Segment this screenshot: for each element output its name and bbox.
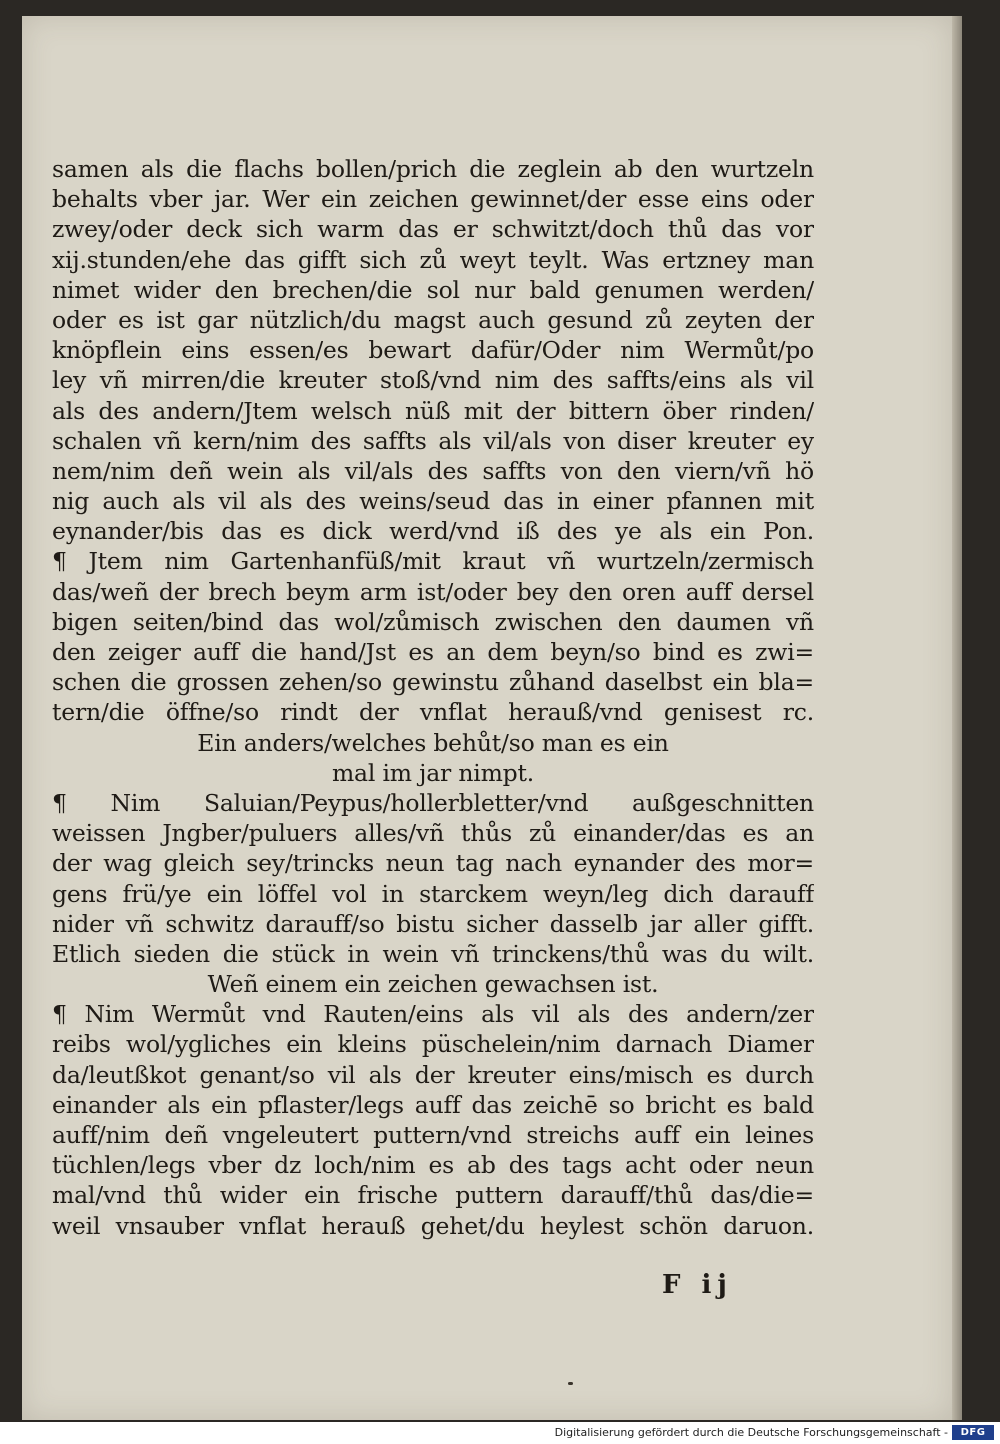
text-line: nimet wider den brechen/die sol nur bald genumen werden/ — [52, 275, 814, 304]
text-line: schalen vñ kern/nim des saffts als vil/als von diser kreuter ey — [52, 426, 814, 455]
text-line: weil vnsauber vnflat herauß gehet/du heylest schön daruon. — [52, 1211, 814, 1240]
book-page — [22, 16, 952, 1420]
text-line: bigen seiten/bind das wol/zůmisch zwischen den daumen vñ — [52, 607, 814, 636]
ink-speck — [568, 1382, 573, 1385]
signature-mark: F ij — [662, 1270, 733, 1300]
text-line: als des andern/Jtem welsch nüß mit der bittern öber rinden/ — [52, 396, 814, 425]
text-line: der wag gleich sey/trincks neun tag nach eynander des mor= — [52, 849, 814, 878]
text-line: das/weñ der brech beym arm ist/oder bey den oren auff dersel — [52, 577, 814, 606]
text-line: ley vñ mirren/die kreuter stoß/vnd nim des saffts/eins als vil — [52, 366, 814, 395]
text-line: auff/nim deñ vngeleutert puttern/vnd streichs auff ein leines — [52, 1121, 814, 1149]
text-line: nider vñ schwitz darauff/so bistu sicher dasselb jar aller gifft. — [52, 909, 814, 938]
text-line: Ein anders/welches behůt/so man es ein — [197, 728, 669, 757]
text-line: ¶ Nim Saluian/Peypus/hollerbletter/vnd außgeschnitten — [52, 788, 814, 817]
text-line: knöpflein eins essen/es bewart dafür/Oder nim Wermůt/po — [52, 336, 814, 365]
text-line: mal/vnd thů wider ein frische puttern darauff/thů das/die= — [52, 1181, 814, 1210]
text-line: nem/nim deñ wein als vil/als des saffts von den viern/vñ hö — [52, 456, 814, 485]
text-line: eynander/bis das es dick werd/vnd iß des ye als ein Pon. — [52, 517, 814, 546]
text-line: gens frü/ye ein löffel vol in starckem weyn/leg dich darauff — [52, 879, 814, 908]
text-line: einander als ein pflaster/legs auff das zeichē so bricht es bald — [52, 1090, 814, 1119]
text-line: den zeiger auff die hand/Jst es an dem beyn/so bind es zwi= — [52, 638, 814, 666]
footer-credit: Digitalisierung gefördert durch die Deutsche Forschungsgemeinschaft - — [554, 1426, 948, 1439]
text-line: samen als die flachs bollen/prich die zeglein ab den wurtzeln — [52, 155, 814, 183]
text-line: mal im jar nimpt. — [331, 758, 535, 787]
text-line: zwey/oder deck sich warm das er schwitzt/doch thů das vor — [52, 215, 814, 244]
text-line: tern/die öffne/so rindt der vnflat herauß/vnd genisest rc. — [52, 698, 814, 727]
text-line: da/leutßkot genant/so vil als der kreuter eins/misch es durch — [52, 1060, 814, 1089]
text-line: reibs wol/ygliches ein kleins püschelein/nim darnach Diamer — [52, 1030, 814, 1059]
text-line: xij.stunden/ehe das gifft sich zů weyt teylt. Was ertzney man — [52, 245, 814, 274]
dfg-logo: DFG — [952, 1425, 994, 1440]
page-text — [52, 154, 814, 1241]
text-line: behalts vber jar. Wer ein zeichen gewinnet/der esse eins oder — [52, 185, 814, 214]
text-line: tüchlen/legs vber dz loch/nim es ab des tags acht oder neun — [52, 1151, 814, 1180]
footer-bar — [0, 1422, 1000, 1444]
text-line: Weñ einem ein zeichen gewachsen ist. — [207, 970, 659, 999]
text-line: ¶ Nim Wermůt vnd Rauten/eins als vil als des andern/zer — [52, 1000, 814, 1029]
text-line: schen die grossen zehen/so gewinstu zůhand daselbst ein bla= — [52, 668, 814, 697]
text-line: ¶ Jtem nim Gartenhanfüß/mit kraut vñ wurtzeln/zermisch — [52, 547, 814, 576]
text-line: Etlich sieden die stück in wein vñ trinckens/thů was du wilt. — [52, 939, 814, 968]
text-line: oder es ist gar nützlich/du magst auch gesund zů zeyten der — [52, 305, 814, 334]
text-line: nig auch als vil als des weins/seud das in einer pfannen mit — [52, 487, 814, 516]
page-edge — [952, 16, 962, 1420]
text-line: weissen Jngber/puluers alles/vñ thůs zů einander/das es an — [52, 819, 814, 848]
